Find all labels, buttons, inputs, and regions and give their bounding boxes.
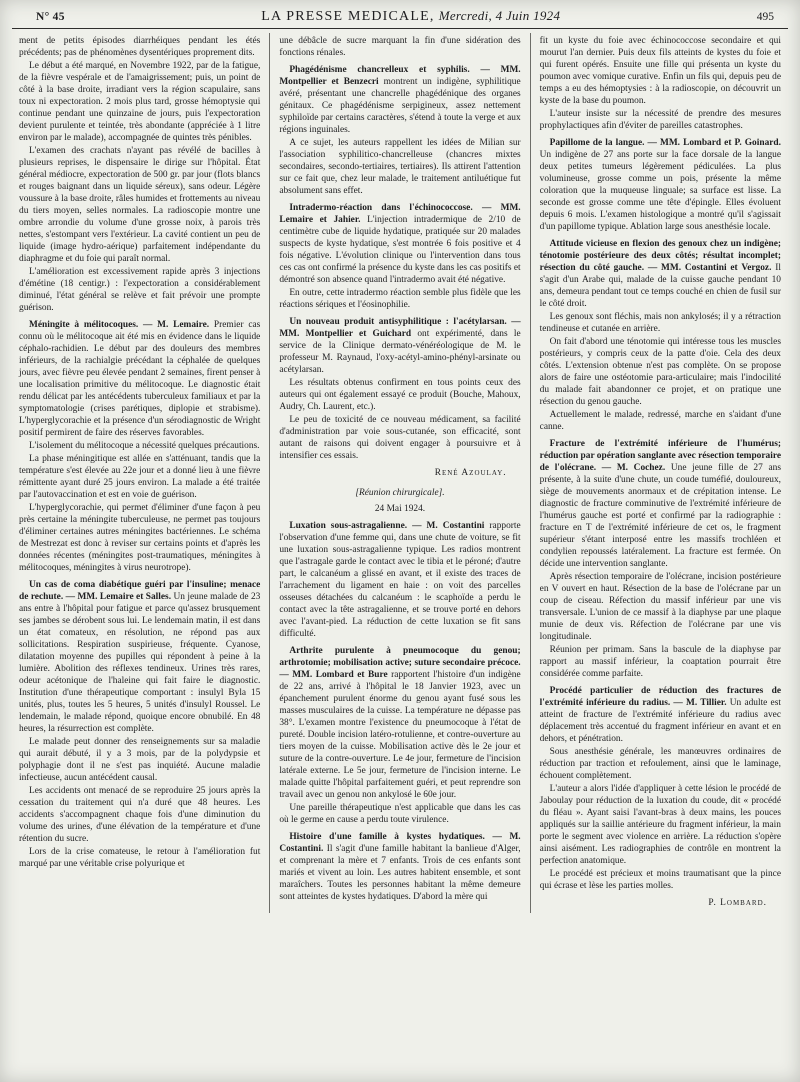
paragraph: L'auteur insiste sur la nécessité de prendre des mesures prophylactiques afin d'éviter de pareilles catastrophes. [539,109,781,131]
paragraph: L'isolement du mélitocoque a nécessité quelques précautions. [29,441,260,451]
paragraph: L'amélioration est excessivement rapide après 3 injections d'émétine (18 centigr.) : l'expectoration a considérablement diminué, l'état général se relève et fait prévoir une prompte guérison. [19,267,261,313]
paragraph: Le peu de toxicité de ce nouveau médicament, sa facilité d'administration par voie sous-cutanée, son efficacité, sont autant de raisons qui doivent engager à poursuivre et à intensifier ces essais. [279,415,521,461]
paragraph: Une pareille thérapeutique n'est applicable que dans les cas où le germe en cause a perdu toute virulence. [279,803,521,825]
paragraph: Le malade peut donner des renseignements sur sa maladie qui aurait débuté, il y a 3 mois, par de la polydypsie et polyphagie dont il ne s'est pas inquiété. Aucune maladie infectieuse, aucun antécédent causal. [19,737,261,783]
entry-heading: Attitude vicieuse en flexion des genoux chez un indigène; ténotomie postérieure des deux côtés; résultat incomplet; résection du côté gauche. — MM. Costantini et Vergoz. [539,239,781,273]
article-entry: Papillome de la langue. — MM. Lombard et P. Goinard. Un indigène de 27 ans porte sur la face dorsale de la langue deux petites tumeurs légèrement pédiculées. La plus volumineuse, grosse comme un pois, présente la même coloration que la muqueuse linguale; sa surface est lisse. La seconde est grosse comme une tête d'épingle. Elles évoluent depuis 6 mois. L'examen histologique a montré qu'il s'agissait d'un papillome typique. Ablation large sous anesthésie locale. [539,138,781,232]
article-entry: Fracture de l'extrémité inférieure de l'humérus; réduction par opération sanglante avec résection temporaire de l'olécrane. — M. Cochez. Une jeune fille de 27 ans présente, à la suite d'une chute, un coude tuméfié, douloureux, siège de mouvements anormaux et de crépitation intense. Le diagnostic de fracture comminutive de l'extrémité inférieure de l'humérus gauche est porté et confirmé par la radiographie : fracture en T de l'extrémité inférieure de cet os, le fragment supérieur s'étant interposé entre les massifs trochléen et condylien repoussés latéralement. La fracture est fermée. On décide une intervention sanglante. [539,439,781,569]
masthead [8,6,792,28]
article-entry: Phagédénisme chancrelleux et syphilis. — MM. Montpellier et Benzecri montrent un indigène, syphilitique avéré, présentant une chancrelle phagédénique des organes génitaux. Ce phagédénisme serpigineux, assez nettement syphiloïde par certains caractères, s'étend à toute la verge et aux régions inguinales. [279,65,521,135]
page-number: 495 [756,11,774,23]
article-entry: Un cas de coma diabétique guéri par l'insuline; menace de rechute. — MM. Lemaire et Salles. Un jeune malade de 23 ans entre à l'hôpital pour fatigue et parce qu'assez brusquement ses jambes se dérobent sous lui. Le lendemain matin, il est dans un état comateux, en résolution, ne répond pas aux sollicitations. Respiration suspirieuse, fréquente. Cyanose, dilatation moyenne des pupilles qui répondent à peine à la lumière. Abolition des réflexes tendineux. Urines très rares, odeur acétonique de l'haleine qui fait faire le diagnostic. Institution d'une thérapeutique comportant : insulyl Byla 15 unités, plus, toutes les 5 heures, 5 unités d'insulyl Roussel. Le lendemain, le malade répond, quoique encore obnubilé. En 48 heures, la résurrection est complète. [19,580,261,734]
entry-heading: Méningite à mélitocoques. — M. Lemaire. [29,320,214,330]
text-columns [8,31,792,913]
paragraph: ment de petits épisodes diarrhéiques pendant les étés précédents; pas de phénomènes dysentériques proprement dits. [19,36,261,58]
paragraph: On fait d'abord une ténotomie qui intéresse tous les muscles postérieurs, y compris ceux de la patte d'oie. Cela des deux côtés. L'extension obtenue n'est pas complète. On se propose alors de faire une ostéotomie para-articulaire; mais l'indocilité du malade fait abandonner ce projet, et on pratique une résection du genou gauche. [539,337,781,407]
entry-heading: Fracture de l'extrémité inférieure de l'humérus; réduction par opération sanglante avec résection temporaire de l'olécrane. — M. Cochez. [539,439,781,473]
meeting-date: 24 Mai 1924. [374,504,426,514]
header-rule [12,28,788,29]
article-entry: Intradermo-réaction dans l'échinococcose. — MM. Lemaire et Jahier. L'injection intradermique de 2/10 de centimètre cube de liquide hydatique, pratiquée sur 20 malades suspects de kyste hydatique, s'est montrée 6 fois positive et 4 fois négative. L'évolution clinique ou l'intervention dans tous ces cas ont confirmé la présence du kyste dans les cas positifs et démontré son absence quand l'intradermo avait été négative. [279,203,521,285]
paragraph: fit un kyste du foie avec échinococcose secondaire et qui mourut l'an dernier. Puis deux fils atteints de kystes du foie et qui furent opérés. Ensuite une fille qui présenta un kyste du poumon avec vomique curative. Enfin un fils qui, depuis peu de temps a eu des hémoptysies : à la radioscopie, on découvrit un kyste de la base du poumon. [539,36,781,106]
paragraph: Les genoux sont fléchis, mais non ankylosés; il y a rétraction tendineuse et cutanée en arrière. [539,312,781,334]
paragraph: En outre, cette intradermo réaction semble plus fidèle que les réactions sériques et l'éosinophilie. [279,288,521,310]
paragraph: Réunion per primam. Sans la bascule de la diaphyse par rapport au massif inférieur, la coaptation pourrait être considérée comme parfaite. [539,645,781,679]
article-entry: Méningite à mélitocoques. — M. Lemaire. Premier cas connu où le mélitocoque ait été mis en évidence dans le liquide céphalo-rachidien. Le début par des douleurs des membres inférieurs, de la rachialgie précédant la céphalée de quelques jours, avec fièvre peu élevée pendant 2 semaines, firent penser à une localisation primitive du mélitocoque. Le diagnostic était rendu délicat par les antécédents tuberculeux familiaux et par la symptomatologie (crises parétiques, diplopie et strabisme). L'hyperglycorachie et la présence d'un sérodiagnostic de Wright positif permirent de faire des réserves favorables. [19,320,261,438]
entry-heading: Phagédénisme chancrelleux et syphilis. — MM. Montpellier et Benzecri [279,65,521,87]
entry-heading: Un cas de coma diabétique guéri par l'insuline; menace de rechute. — MM. Lemaire et Salles. [19,580,261,602]
entry-heading: Procédé particulier de réduction des fractures de l'extrémité inférieure du radius. — M. Tillier. [539,686,781,708]
paragraph: Le procédé est précieux et moins traumatisant que la pince qui écrase et lèse les parties molles. [539,869,781,891]
entry-heading: Luxation sous-astragalienne. — M. Costantini [289,521,490,531]
entry-heading: Histoire d'une famille à kystes hydatiques. — M. Costantini. [279,832,521,854]
paragraph: L'examen des crachats n'ayant pas révélé de bacilles à plusieurs reprises, le dispensaire le dirige sur l'hôpital. État général médiocre, expectoration de 500 gr. par jour (flots blancs et rouges baignant dans un liquide séreux), sans odeur. Légère voussure à la base droite, râles humides et frottements au niveau du tiers moyen, selles normales. La radioscopie montre une ombre arrondie du volume d'une grosse noix, à parois très nettes, s'estompant vers l'extérieur. La cavité contient un peu de liquide (image hydro-aérique) parfaitement indépendante du diaphragme et du foie qui paraît normal. [19,146,261,264]
entry-heading: Intradermo-réaction dans l'échinococcose. — MM. Lemaire et Jahier. [279,203,521,225]
paragraph: La phase méningitique est allée en s'atténuant, tandis que la température s'est élevée au 22e jour et a donné lieu à une fièvre rémittente ayant duré 25 jours environ. La malade a été traitée par l'autovaccination et est en voie de guérison. [19,454,261,500]
paragraph: L'hyperglycorachie, qui permet d'éliminer d'une façon à peu près certaine la méningite tuberculeuse, ne permet pas toujours d'éliminer certaines autres méningites bactériennes. Le schéma de Mestrezat est donc à reviser sur certains points et d'après les données récentes (méningites post-traumatiques, méningites à mélitocoques, méningites à virus neurotrope). [19,503,261,573]
article-entry: Attitude vicieuse en flexion des genoux chez un indigène; ténotomie postérieure des deux côtés; résultat incomplet; résection du côté gauche. — MM. Costantini et Vergoz. Il s'agit d'un Arabe qui, malade de la cuisse gauche pendant 10 ans, demeura pendant tout ce temps couché en chien de fusil sur le côté droit. [539,239,781,309]
journal-title [261,8,560,25]
paragraph: Les résultats obtenus confirment en tous points ceux des auteurs qui ont également essayé ce produit (Bouche, Mahoux, Audry, Ch. Laurent, etc.). [279,378,521,412]
entry-heading: Arthrite purulente à pneumocoque du genou; arthrotomie; mobilisation active; suture secondaire précoce. — MM. Lombard et Bure [279,646,521,680]
paragraph: une débâcle de sucre marquant la fin d'une sidération des fonctions rénales. [279,36,521,58]
column-1 [10,33,269,913]
entry-heading: Papillome de la langue. — MM. Lombard et P. Goinard. [549,138,781,148]
paragraph: Le début a été marqué, en Novembre 1922, par de la fatigue, de la fièvre vespérale et de l'amaigrissement; puis, un point de côté à la base droite, irradiant vers la région scapulaire, sans toux ni expectoration. 2 mois plus tard, grosse hémoptysie qui continue pendant une quinzaine de jours, puis l'expectoration devient purulente et teintée, très abondante (appréciée à 1 litre environ par le malade), accompagnée de quintes très pénibles. [19,61,261,143]
article-entry: Procédé particulier de réduction des fractures de l'extrémité inférieure du radius. — M. Tillier. Un adulte est atteint de fracture de l'extrémité inférieure du radius avec déplacement très accentué du fragment inférieur en avant et en dehors, et pénétration. [539,686,781,744]
paragraph: Sous anesthésie générale, les manœuvres ordinaires de réduction par traction et refoulement, ainsi que le laminage, échouent complètement. [539,747,781,781]
paragraph: Après résection temporaire de l'olécrane, incision postérieure en V ouvert en haut. Résection de la base de l'olécrane par un coup de ciseau. Réfection du massif inférieur par une vis transversale. L'union de ce massif à la diaphyse par une plaque munie de deux vis. Réfection de l'olécrane par une vis longitudinale. [539,572,781,642]
paragraph: Actuellement le malade, redressé, marche en s'aidant d'une canne. [539,410,781,432]
column-3 [530,33,790,913]
signature: P. Lombard. [708,898,767,908]
column-2 [269,33,529,913]
issue-number: N° 45 [36,11,65,23]
paragraph: A ce sujet, les auteurs rappellent les idées de Milian sur l'association syphilitico-chancrelleuse (chancres mixtes secondaires, secondo-tertiaires, tertiaires). Ils attirent l'attention sur ce fait que, chez leur malade, le traitement antiluétique fut absolument sans effet. [279,138,521,196]
article-entry: Arthrite purulente à pneumocoque du genou; arthrotomie; mobilisation active; suture secondaire précoce. — MM. Lombard et Bure rapportent l'histoire d'un indigène de 22 ans, arrivé à l'hôpital le 18 Janvier 1923, avec un épanchement purulent énorme du genou ayant fusé sous les masses musculaires de la cuisse. La température ne dépasse pas 38°. L'examen montre l'existence du pneumocoque à l'état de pureté. Double incision latéro-rotulienne, et contre-ouverture au tiers moyen de la cuisse. Mobilisation active dès le 2e jour et suture de la contre-ouverture. Le 4e jour, fermeture de l'incision latérale externe. Le 5e jour, fermeture de l'incision interne. Le malade quitte l'hôpital parfaitement guéri, et peut reprendre son travail avec un genou non ankylosé le 60e jour. [279,646,521,800]
article-entry: Un nouveau produit antisyphilitique : l'acétylarsan. — MM. Montpellier et Guichard ont expérimenté, dans le service de la Clinique dermato-vénéréologique de M. le professeur M. Raynaud, l'oxy-acétyl-amino-phényl-arsinate ou acétylarsan. [279,317,521,375]
signature: René Azoulay. [434,468,507,478]
issue-date: Mercredi, 4 Juin 1924 [438,8,561,23]
paragraph: Les accidents ont menacé de se reproduire 25 jours après la cessation du traitement qui n'a duré que 48 heures. Les accidents s'accompagnent chaque fois d'une diminution du volume des urines, d'une élévation de la température et d'une rétention du sucre. [19,786,261,844]
paragraph: Lors de la crise comateuse, le retour à l'amélioration fut marqué par une véritable crise polyurique et [19,847,261,869]
article-entry: Histoire d'une famille à kystes hydatiques. — M. Costantini. Il s'agit d'une famille habitant la banlieue d'Alger, et comprenant la mère et 7 enfants. Trois de ces enfants sont mariés et vivent au loin. Les autres habitent ensemble, et sont maraîchers. Toutes les personnes habitant la même demeure sont atteintes de kystes hydatiques. D'abord la mère qui [279,832,521,902]
paragraph: L'auteur a alors l'idée d'appliquer à cette lésion le procédé de Jaboulay pour réduction de la luxation du coude, dit « procédé du fléau ». Ayant saisi l'avant-bras à deux mains, les pouces appliqués sur la saillie antérieure du fragment inférieur, la main porte le segment avec violence en arrière. La réduction s'opère ainsi aisément. Les radiographies de contrôle en montrent la perfection anatomique. [539,784,781,866]
section-title: [Réunion chirurgicale]. [355,488,445,498]
entry-heading: Un nouveau produit antisyphilitique : l'acétylarsan. — MM. Montpellier et Guichard [279,317,521,339]
journal-name: LA PRESSE MEDICALE, [261,9,435,24]
article-entry: Luxation sous-astragalienne. — M. Costantini rapporte l'observation d'une femme qui, dans une chute de voiture, se fit une luxation sous-astragalienne typique. Les radios montrent que l'astragale garde le contact avec le tibia et le péroné; d'autre part, le calcanéum a glissé en avant, et il existe des traces de l'arrachement du ligament en haie : on voit des parcelles osseuses détachées du calcanéum : le scaphoïde a perdu le contact avec la tête astragalienne, et se trouve porté en dehors avec l'avant-pied. La réduction de cette luxation se fit sans difficulté. [279,521,521,639]
